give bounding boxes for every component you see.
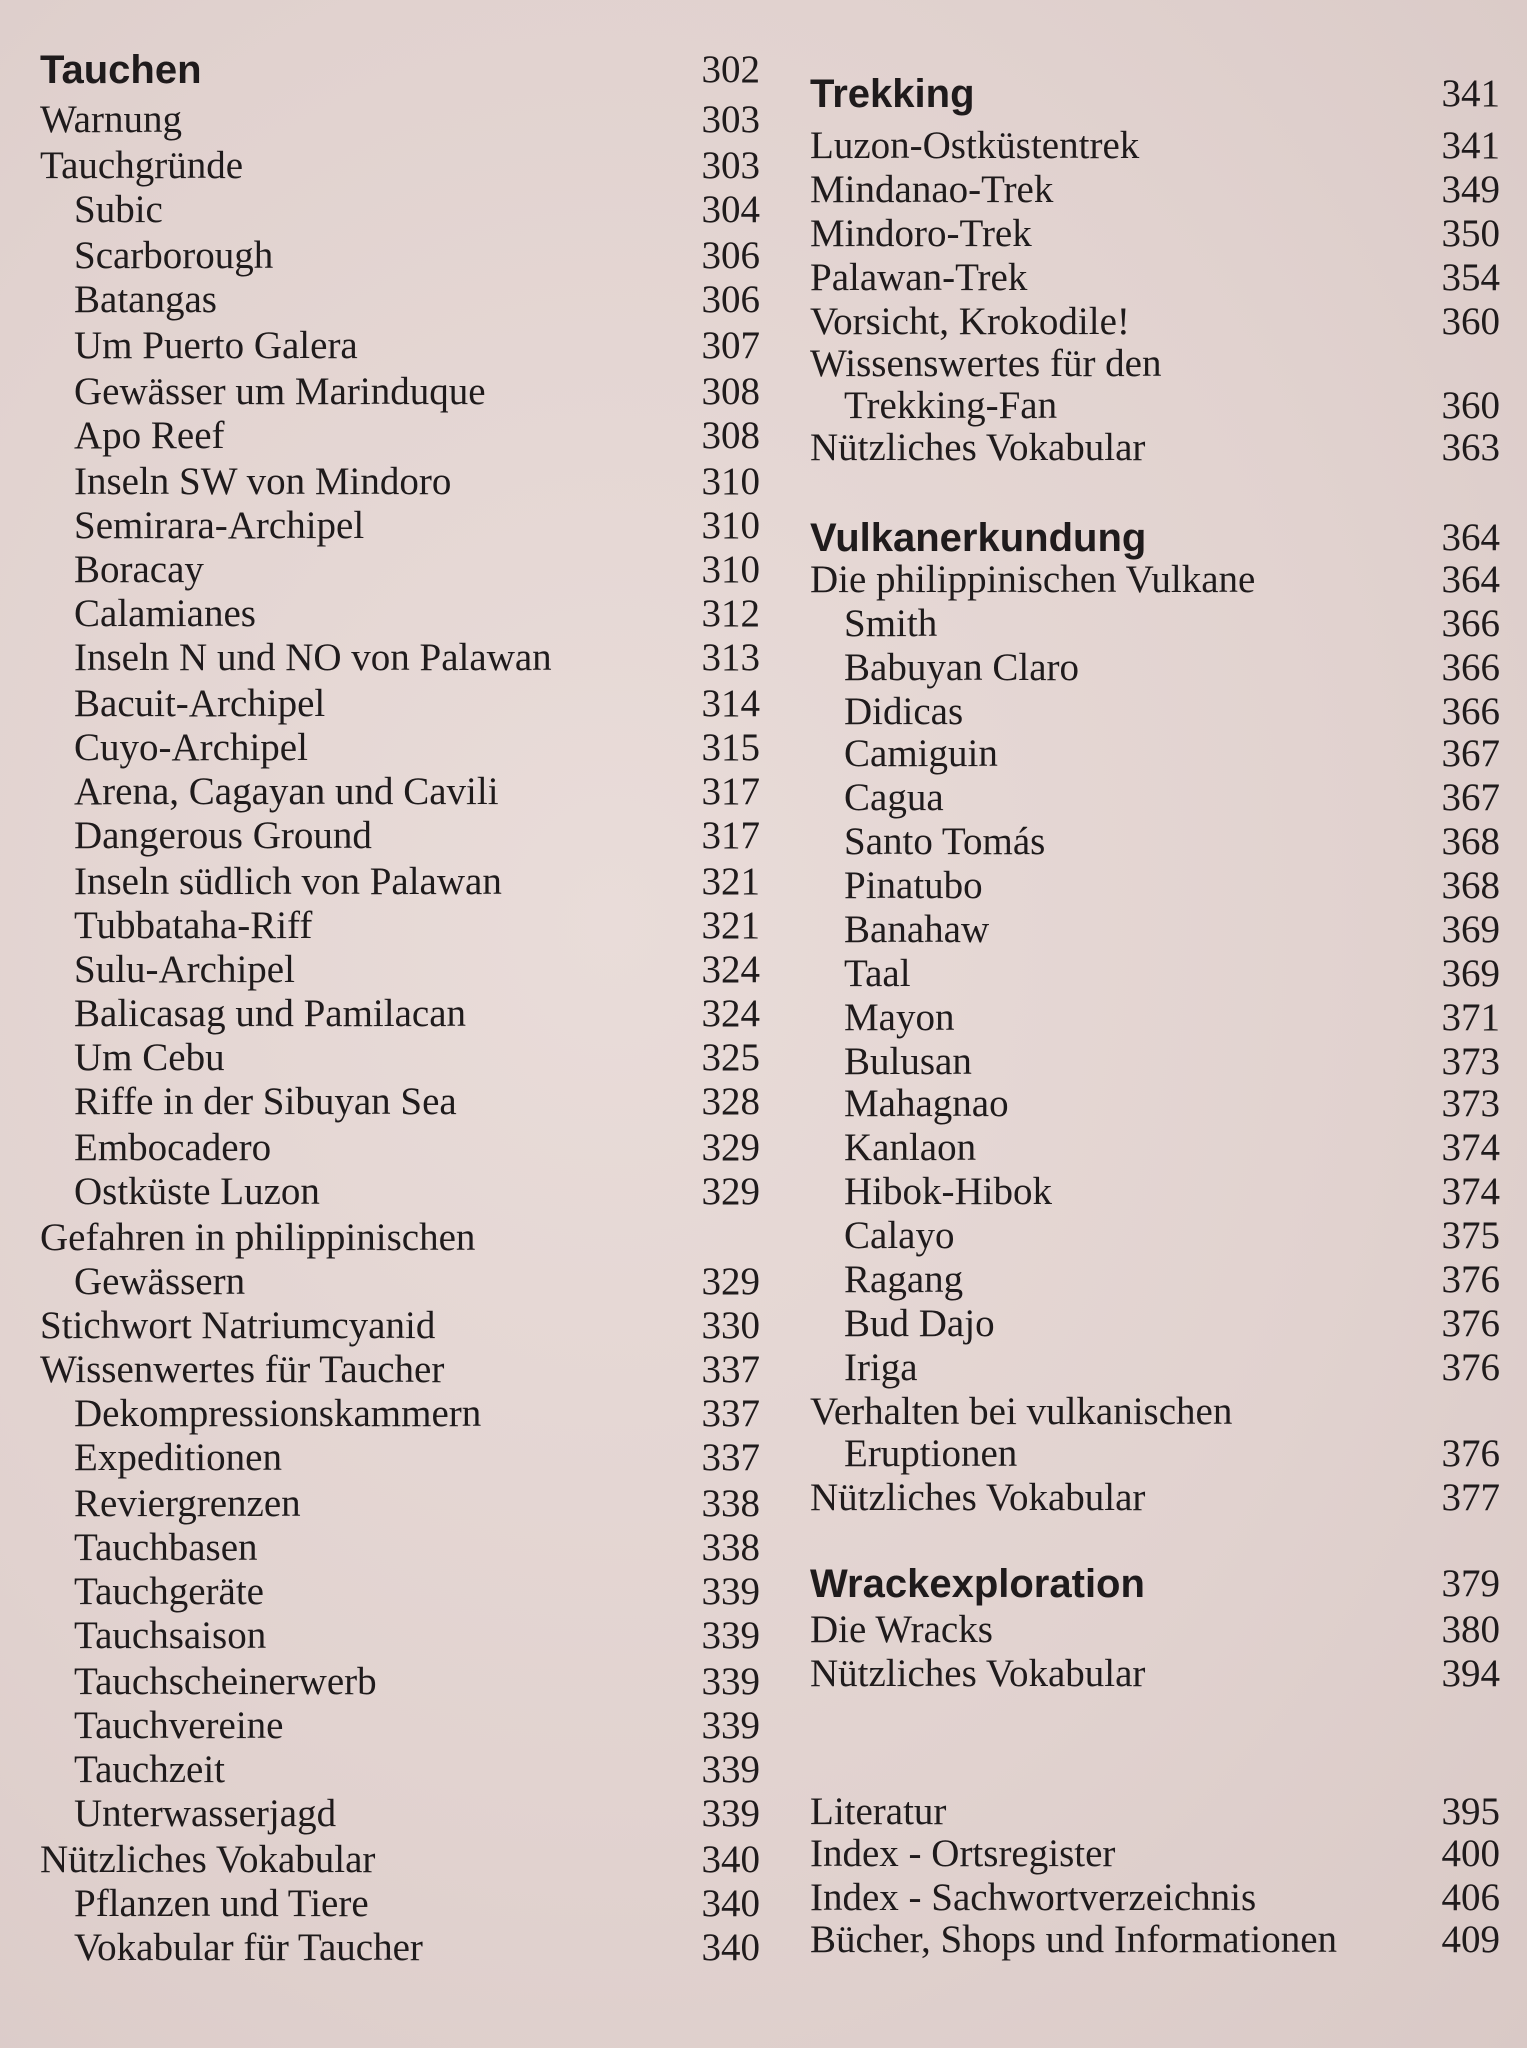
- toc-page-number: 376: [1441, 1258, 1500, 1301]
- toc-entry: [810, 646, 1500, 690]
- toc-page-number: 400: [1441, 1832, 1500, 1875]
- toc-page-number: 329: [701, 1260, 760, 1303]
- toc-page-number: 350: [1441, 212, 1500, 255]
- toc-page-number: 409: [1441, 1918, 1500, 1961]
- toc-entry-title: Santo Tomás: [844, 820, 1046, 863]
- toc-page-number: 376: [1441, 1302, 1500, 1345]
- toc-page-number: 308: [701, 414, 760, 457]
- toc-entry: [40, 414, 760, 458]
- toc-page-number: 339: [701, 1748, 760, 1791]
- toc-entry: [40, 1170, 760, 1214]
- toc-entry: [40, 460, 760, 504]
- toc-entry: [810, 602, 1500, 646]
- toc-page-number: 329: [701, 1126, 760, 1169]
- toc-entry-title: Inseln südlich von Palawan: [74, 860, 502, 903]
- toc-page-number: 325: [701, 1036, 760, 1079]
- toc-entry-title: Warnung: [40, 98, 182, 141]
- toc-entry-title: Index - Sachwortverzeichnis: [810, 1876, 1257, 1919]
- toc-entry-title: Calayo: [844, 1214, 955, 1257]
- toc-entry: [810, 1652, 1500, 1696]
- toc-page-number: 366: [1441, 602, 1500, 645]
- toc-entry-title: Smith: [844, 602, 938, 645]
- toc-entry-title: Trekking: [810, 72, 975, 116]
- toc-entry: [40, 1926, 760, 1970]
- toc-entry-title: Riffe in der Sibuyan Sea: [74, 1080, 457, 1123]
- toc-page-number: 310: [701, 504, 760, 547]
- toc-page-number: 368: [1441, 864, 1500, 907]
- toc-entry: [810, 1390, 1500, 1434]
- toc-page-number: 306: [701, 278, 760, 321]
- toc-entry-title: Tauchbasen: [74, 1526, 258, 1569]
- toc-page-number: 303: [701, 98, 760, 141]
- toc-entry: [40, 860, 760, 904]
- toc-entry: [810, 1302, 1500, 1346]
- toc-entry: [810, 908, 1500, 952]
- toc-entry: [810, 864, 1500, 908]
- toc-entry-title: Semirara-Archipel: [74, 504, 365, 547]
- toc-entry-title: Nützliches Vokabular: [40, 1838, 376, 1881]
- toc-entry: [40, 948, 760, 992]
- toc-entry-title: Die philippinischen Vulkane: [810, 558, 1256, 601]
- toc-entry-title: Vulkanerkundung: [810, 516, 1147, 560]
- toc-entry-title: Wissenwertes für Taucher: [40, 1348, 445, 1391]
- toc-page-number: 377: [1441, 1476, 1500, 1519]
- toc-entry-title: Luzon-Ostküstentrek: [810, 124, 1140, 167]
- toc-entry-title: Bud Dajo: [844, 1302, 995, 1345]
- toc-entry-title: Sulu-Archipel: [74, 948, 295, 991]
- toc-entry: [40, 234, 760, 278]
- toc-page-number: 313: [701, 636, 760, 679]
- toc-entry: [810, 1040, 1500, 1084]
- toc-entry: [40, 1526, 760, 1570]
- toc-page-number: 339: [701, 1792, 760, 1835]
- toc-entry-title: Expeditionen: [74, 1436, 282, 1479]
- toc-page-number: 317: [701, 814, 760, 857]
- toc-entry: [40, 682, 760, 726]
- toc-entry-title: Hibok-Hibok: [844, 1170, 1052, 1213]
- toc-page-number: 376: [1441, 1432, 1500, 1475]
- toc-page-number: 363: [1441, 426, 1500, 469]
- toc-page-number: 310: [701, 548, 760, 591]
- toc-entry-title: Embocadero: [74, 1126, 272, 1169]
- toc-entry: [40, 1614, 760, 1658]
- toc-entry-title: Dekompressionskammern: [74, 1392, 482, 1435]
- toc-page-number: 307: [701, 324, 760, 367]
- toc-page-number: 380: [1441, 1608, 1500, 1651]
- toc-page-number: 329: [701, 1170, 760, 1213]
- toc-entry: [40, 992, 760, 1036]
- toc-entry-title: Nützliches Vokabular: [810, 1652, 1146, 1695]
- toc-page-number: 340: [701, 1926, 760, 1969]
- toc-entry-title: Mindanao-Trek: [810, 168, 1054, 211]
- toc-section-heading: [810, 72, 1500, 116]
- toc-entry-title: Die Wracks: [810, 1608, 993, 1651]
- toc-entry-title: Pinatubo: [844, 864, 983, 907]
- toc-entry-title: Scarborough: [74, 234, 274, 277]
- toc-entry: [810, 690, 1500, 734]
- toc-entry: [40, 814, 760, 858]
- toc-entry: [810, 1476, 1500, 1520]
- toc-entry: [810, 558, 1500, 602]
- toc-page-number: 349: [1441, 168, 1500, 211]
- toc-entry-title: Tauchgründe: [40, 144, 244, 187]
- toc-entry-title: Nützliches Vokabular: [810, 1476, 1146, 1519]
- toc-page-number: 341: [1441, 124, 1500, 167]
- toc-entry: [810, 1082, 1500, 1126]
- toc-page-number: 369: [1441, 952, 1500, 995]
- toc-entry: [810, 1790, 1500, 1834]
- toc-section-heading: [810, 1562, 1500, 1606]
- toc-page-number: 366: [1441, 646, 1500, 689]
- toc-entry-title: Um Cebu: [74, 1036, 225, 1079]
- toc-entry: [40, 1436, 760, 1480]
- toc-page-number: 394: [1441, 1652, 1500, 1695]
- toc-entry: [810, 1832, 1500, 1876]
- toc-entry: [40, 726, 760, 770]
- toc-entry-title: Apo Reef: [74, 414, 225, 457]
- toc-entry-title: Palawan-Trek: [810, 256, 1028, 299]
- toc-entry-title: Bacuit-Archipel: [74, 682, 326, 725]
- toc-entry-title: Didicas: [844, 690, 964, 733]
- toc-entry: [40, 592, 760, 636]
- toc-page-number: 312: [701, 592, 760, 635]
- toc-page-number: 374: [1441, 1170, 1500, 1213]
- toc-page-number: 337: [701, 1348, 760, 1391]
- toc-entry: [810, 1214, 1500, 1258]
- toc-entry: [810, 384, 1500, 428]
- toc-page-number: 324: [701, 948, 760, 991]
- toc-page-number: 366: [1441, 690, 1500, 733]
- toc-entry: [810, 820, 1500, 864]
- toc-page-number: 303: [701, 144, 760, 187]
- toc-entry-title: Taal: [844, 952, 911, 995]
- toc-entry: [40, 278, 760, 322]
- toc-page-number: 340: [701, 1882, 760, 1925]
- toc-entry-title: Eruptionen: [844, 1432, 1018, 1475]
- toc-page-number: 310: [701, 460, 760, 503]
- toc-page-number: 317: [701, 770, 760, 813]
- toc-entry-title: Iriga: [844, 1346, 918, 1389]
- toc-entry-title: Tauchsaison: [74, 1614, 267, 1657]
- toc-entry: [40, 770, 760, 814]
- toc-entry: [40, 1838, 760, 1882]
- toc-entry-title: Balicasag und Pamilacan: [74, 992, 467, 1035]
- toc-entry-title: Literatur: [810, 1790, 947, 1833]
- toc-entry: [810, 732, 1500, 776]
- toc-entry: [810, 1170, 1500, 1214]
- toc-entry-title: Calamianes: [74, 592, 256, 635]
- toc-entry-title: Tauchen: [40, 48, 202, 92]
- toc-page-number: 314: [701, 682, 760, 725]
- toc-entry: [810, 342, 1500, 386]
- toc-page-number: 321: [701, 904, 760, 947]
- toc-page-number: 376: [1441, 1346, 1500, 1389]
- toc-entry-title: Subic: [74, 188, 163, 231]
- toc-entry: [810, 256, 1500, 300]
- toc-section-heading: [810, 516, 1500, 560]
- toc-page-number: 328: [701, 1080, 760, 1123]
- toc-page-number: 339: [701, 1570, 760, 1613]
- toc-entry: [810, 1432, 1500, 1476]
- toc-entry-title: Ragang: [844, 1258, 964, 1301]
- toc-entry-title: Tauchscheinerwerb: [74, 1660, 377, 1703]
- toc-entry-title: Reviergrenzen: [74, 1482, 301, 1525]
- toc-page-number: 371: [1441, 996, 1500, 1039]
- toc-entry: [40, 1348, 760, 1392]
- toc-entry-title: Trekking-Fan: [844, 384, 1058, 427]
- toc-page-number: 367: [1441, 732, 1500, 775]
- toc-entry-title: Wrackexploration: [810, 1562, 1145, 1606]
- toc-entry-title: Unterwasserjagd: [74, 1792, 337, 1835]
- toc-page-number: 375: [1441, 1214, 1500, 1257]
- toc-page-number: 302: [701, 48, 760, 91]
- toc-entry-title: Tubbataha-Riff: [74, 904, 313, 947]
- toc-entry: [40, 1792, 760, 1836]
- toc-entry: [810, 1258, 1500, 1302]
- toc-entry-title: Tauchvereine: [74, 1704, 284, 1747]
- toc-entry: [40, 188, 760, 232]
- toc-page-number: 367: [1441, 776, 1500, 819]
- toc-page-number: 395: [1441, 1790, 1500, 1833]
- toc-entry-title: Gewässer um Marinduque: [74, 370, 486, 413]
- toc-page-number: 374: [1441, 1126, 1500, 1169]
- toc-entry-title: Wissenswertes für den: [810, 342, 1162, 385]
- toc-entry: [810, 776, 1500, 820]
- toc-page-number: 337: [701, 1436, 760, 1479]
- toc-page-number: 321: [701, 860, 760, 903]
- toc-entry-title: Babuyan Claro: [844, 646, 1080, 689]
- toc-entry: [40, 324, 760, 368]
- toc-entry-title: Um Puerto Galera: [74, 324, 358, 367]
- toc-entry-title: Batangas: [74, 278, 217, 321]
- toc-entry: [810, 952, 1500, 996]
- toc-entry: [40, 1304, 760, 1348]
- toc-entry: [810, 212, 1500, 256]
- toc-entry: [40, 1748, 760, 1792]
- toc-entry: [810, 300, 1500, 344]
- toc-entry: [40, 1392, 760, 1436]
- toc-entry: [40, 1126, 760, 1170]
- toc-entry-title: Inseln N und NO von Palawan: [74, 636, 552, 679]
- toc-entry-title: Bulusan: [844, 1040, 972, 1083]
- toc-entry: [40, 548, 760, 592]
- toc-entry: [40, 1260, 760, 1304]
- toc-entry-title: Arena, Cagayan und Cavili: [74, 770, 499, 813]
- toc-entry: [40, 1080, 760, 1124]
- toc-page-number: 379: [1441, 1562, 1500, 1605]
- toc-section-heading: [40, 48, 760, 92]
- toc-entry: [40, 904, 760, 948]
- toc-entry-title: Pflanzen und Tiere: [74, 1882, 369, 1925]
- toc-page-number: 339: [701, 1614, 760, 1657]
- toc-entry: [40, 370, 760, 414]
- toc-page-number: 338: [701, 1482, 760, 1525]
- toc-entry-title: Vokabular für Taucher: [74, 1926, 423, 1969]
- toc-entry-title: Kanlaon: [844, 1126, 977, 1169]
- toc-entry: [810, 1126, 1500, 1170]
- toc-page-number: 368: [1441, 820, 1500, 863]
- toc-entry-title: Dangerous Ground: [74, 814, 372, 857]
- toc-page-number: 354: [1441, 256, 1500, 299]
- toc-page-number: 306: [701, 234, 760, 277]
- toc-page-number: 360: [1441, 300, 1500, 343]
- toc-entry: [40, 1216, 760, 1260]
- toc-entry: [40, 98, 760, 142]
- toc-entry: [810, 1346, 1500, 1390]
- toc-entry: [40, 504, 760, 548]
- toc-page-number: 338: [701, 1526, 760, 1569]
- toc-entry-title: Inseln SW von Mindoro: [74, 460, 452, 503]
- toc-entry-title: Mahagnao: [844, 1082, 1009, 1125]
- toc-entry: [40, 1882, 760, 1926]
- toc-entry-title: Stichwort Natriumcyanid: [40, 1304, 436, 1347]
- toc-entry: [810, 168, 1500, 212]
- toc-entry-title: Nützliches Vokabular: [810, 426, 1146, 469]
- toc-page-number: 315: [701, 726, 760, 769]
- toc-page-number: 341: [1441, 72, 1500, 115]
- toc-entry-title: Bücher, Shops und Informationen: [810, 1918, 1338, 1961]
- toc-entry-title: Gewässern: [74, 1260, 246, 1303]
- toc-entry-title: Mindoro-Trek: [810, 212, 1032, 255]
- toc-entry-title: Index - Ortsregister: [810, 1832, 1116, 1875]
- toc-page-number: 364: [1441, 558, 1500, 601]
- toc-entry: [40, 1660, 760, 1704]
- toc-entry: [810, 1918, 1500, 1962]
- toc-entry-title: Ostküste Luzon: [74, 1170, 320, 1213]
- toc-entry-title: Banahaw: [844, 908, 990, 951]
- toc-entry: [40, 1570, 760, 1614]
- toc-page-number: 360: [1441, 384, 1500, 427]
- toc-entry: [40, 636, 760, 680]
- toc-entry-title: Cagua: [844, 776, 944, 819]
- toc-entry-title: Boracay: [74, 548, 204, 591]
- toc-page-number: 406: [1441, 1876, 1500, 1919]
- toc-page-number: 339: [701, 1660, 760, 1703]
- toc-page-number: 330: [701, 1304, 760, 1347]
- toc-page-number: 337: [701, 1392, 760, 1435]
- toc-entry-title: Vorsicht, Krokodile!: [810, 300, 1130, 343]
- toc-entry: [810, 124, 1500, 168]
- toc-page-number: 369: [1441, 908, 1500, 951]
- toc-page-number: 304: [701, 188, 760, 231]
- toc-entry-title: Gefahren in philippinischen: [40, 1216, 476, 1259]
- toc-entry: [40, 1704, 760, 1748]
- toc-entry: [40, 1482, 760, 1526]
- toc-entry: [810, 996, 1500, 1040]
- toc-entry: [40, 1036, 760, 1080]
- toc-page-number: 373: [1441, 1040, 1500, 1083]
- toc-page-number: 340: [701, 1838, 760, 1881]
- toc-entry-title: Tauchgeräte: [74, 1570, 264, 1613]
- toc-entry-title: Verhalten bei vulkanischen: [810, 1390, 1233, 1433]
- toc-page-number: 324: [701, 992, 760, 1035]
- toc-page-number: 308: [701, 370, 760, 413]
- toc-entry-title: Camiguin: [844, 732, 998, 775]
- toc-entry: [810, 426, 1500, 470]
- toc-entry: [810, 1876, 1500, 1920]
- toc-entry-title: Tauchzeit: [74, 1748, 226, 1791]
- toc-entry: [810, 1608, 1500, 1652]
- toc-page-number: 373: [1441, 1082, 1500, 1125]
- toc-page-number: 339: [701, 1704, 760, 1747]
- toc-entry-title: Mayon: [844, 996, 955, 1039]
- toc-entry-title: Cuyo-Archipel: [74, 726, 308, 769]
- toc-entry: [40, 144, 760, 188]
- toc-page-number: 364: [1441, 516, 1500, 559]
